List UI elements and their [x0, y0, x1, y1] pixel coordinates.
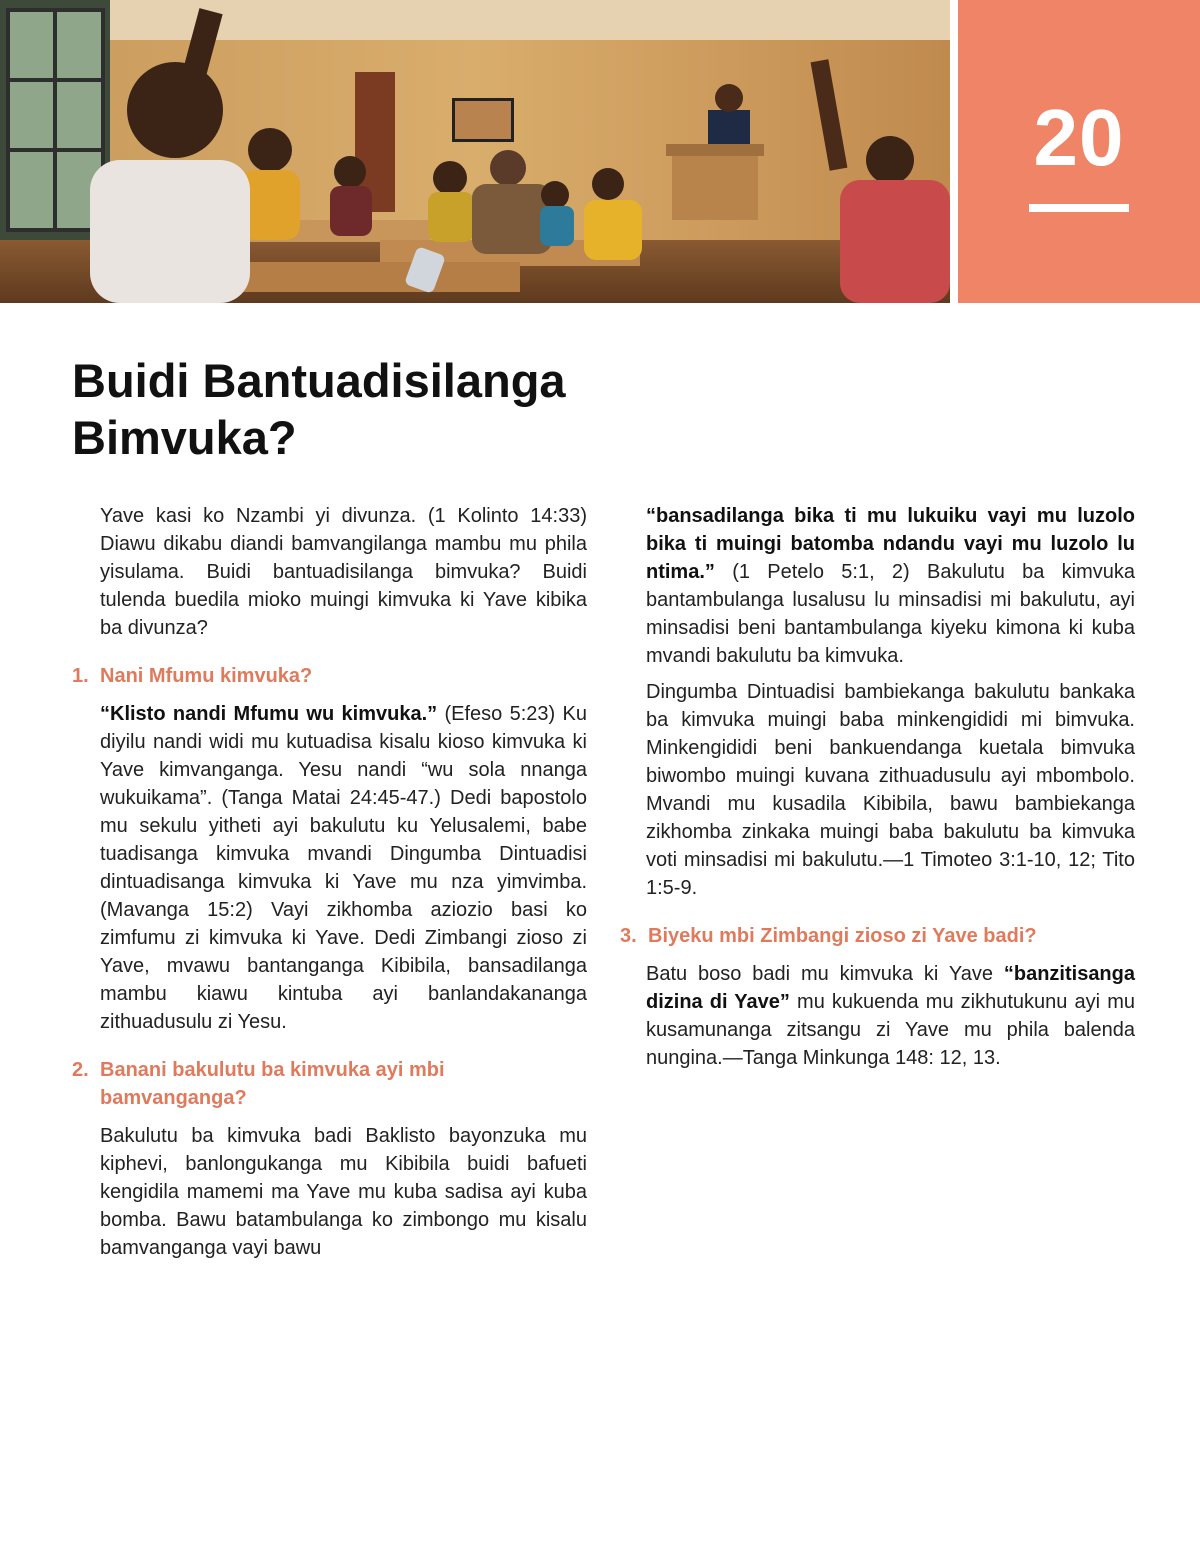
answer-paragraph-3	[646, 960, 1135, 1072]
answer-text: (Efeso 5:23) Ku diyilu nandi widi mu kutuadisa kisalu kioso kimvuka ki Yave kimvanganga. Yesu nandi “wu sola nnanga wukuikama”. (Tanga Matai 24:45-47.) Dedi bapostolo mu sekulu yitheti ayi bakulutu ku Yelusalemi, babe tuadisanga kimvuka mvandi Dingumba Dintuadisi dintuadisanga kimvuka ki Yave mu nza yimvimba. (Mavanga 15:2) Vayi zikhomba aziozio basi ko zimfumu zi kimvuka ki Yave. Dedi Zimbangi zioso zi Yave, mvawu bantanganga Kibibila, bansadilanga mambu kiawu kintuba ayi banlandakananga zithuadusulu zi Yesu.	[100, 703, 587, 1033]
question-text: Banani bakulutu ba kimvuka ayi mbi bamvanganga?	[100, 1059, 445, 1109]
answer-text: (1 Petelo 5:1, 2) Bakulutu ba kimvuka bantambulanga lusalusu lu minsadisi mi bakulutu, ayi minsadisi beni bantambulanga kiyeku kimona ki kuba mvandi bakulutu ba kimvuka.	[646, 561, 1135, 667]
question-number: 2.	[72, 1059, 89, 1081]
page-title: Buidi Bantuadisilanga Bimvuka?	[72, 354, 566, 464]
answer-paragraph-2b: Dingumba Dintuadisi bambiekanga bakulutu bankaka ba kimvuka muingi baba minkengididi mi bimvuka. Minkengididi beni bankuendanga kuetala bimvuka biwombo muingi kuvana zithuadusulu ayi mbombolo. Mvandi mu kusadila Kibibila, bawu bambiekanga zikhomba zinkaka muingi baba bakulutu ba kimvuka voti minsadisi mi bakulutu.—1 Timoteo 3:1-10, 12; Tito 1:5-9.	[646, 681, 1135, 899]
hero-photo-congregation-meeting	[0, 0, 950, 303]
right-column	[620, 502, 1135, 1080]
answer-text: Bakulutu ba kimvuka badi Baklisto bayonzuka mu kiphevi, banlongukanga mu Kibibila buidi bafueti kengidila mamemi ma Yave mu kuba sadisa ayi kuba bomba. Bawu batambulanga ko zimbongo mu kisalu bamvanganga vayi bawu	[100, 1125, 587, 1259]
question-heading-3	[620, 922, 1135, 950]
question-text: Biyeku mbi Zimbangi zioso zi Yave badi?	[648, 925, 1037, 947]
answer-text: Batu boso badi mu kimvuka ki Yave	[646, 963, 1004, 985]
answer-text: mu kukuenda mu zikhutukunu ayi mu kusamunanga zitsangu zi Yave mu phila balenda nungina.—Tanga Minkunga 148: 12, 13.	[646, 991, 1135, 1069]
left-column	[72, 502, 587, 1270]
answer-paragraph-2a-continued	[646, 502, 1135, 670]
lesson-number-underline	[1029, 204, 1129, 212]
intro-paragraph: Yave kasi ko Nzambi yi divunza. (1 Kolinto 14:33) Diawu dikabu diandi bamvangilanga mambu mu phila yisulama. Buidi bantuadisilanga bimvuka? Buidi tulenda buedila mioko muingi kimvuka ki Yave kibika ba divunza?	[100, 505, 587, 639]
bold-quote: “banzitisanga dizina di Yave”	[646, 963, 1135, 1013]
bold-quote: “Klisto nandi Mfumu wu kimvuka.”	[100, 703, 438, 725]
answer-paragraph-2a	[100, 1122, 587, 1262]
question-text: Nani Mfumu kimvuka?	[100, 665, 313, 687]
bold-quote: “bansadilanga bika ti mu lukuiku vayi mu luzolo bika ti muingi batomba ndandu vayi mu luzolo lu ntima.”	[646, 505, 1135, 583]
question-number: 3.	[620, 925, 637, 947]
question-heading-1	[72, 662, 587, 690]
lesson-number-tab	[958, 0, 1200, 303]
question-number: 1.	[72, 665, 89, 687]
lesson-number: 20	[1033, 93, 1125, 182]
answer-paragraph-1	[100, 700, 587, 1036]
question-heading-2	[72, 1056, 587, 1112]
